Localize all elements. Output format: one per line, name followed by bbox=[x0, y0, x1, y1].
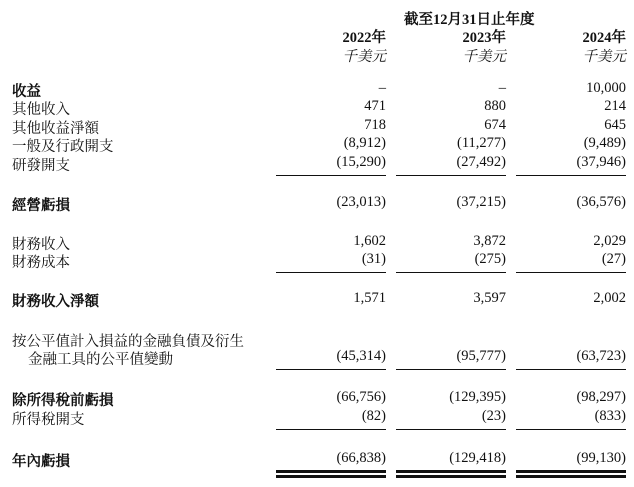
cell-tax-2022: (82) bbox=[361, 408, 386, 424]
row-label-fair-value-changes: 按公平值計入損益的金融負債及衍生 bbox=[12, 334, 244, 350]
row-label-income-tax: 所得稅開支 bbox=[12, 412, 85, 428]
cell-finance-costs-2024: (27) bbox=[601, 251, 626, 267]
column-year-2022: 2022年 bbox=[342, 30, 386, 46]
subtotal-rule-2023 bbox=[396, 369, 506, 370]
cell-lbt-2023: (129,395) bbox=[449, 389, 506, 405]
subtotal-rule-2023 bbox=[396, 175, 506, 176]
cell-admin-2024: (9,489) bbox=[583, 135, 626, 151]
subtotal-rule-2024 bbox=[516, 175, 626, 176]
column-year-2023: 2023年 bbox=[462, 30, 506, 46]
cell-fv-2023: (95,777) bbox=[456, 348, 506, 364]
cell-loss-year-2022: (66,838) bbox=[336, 450, 386, 466]
cell-tax-2023: (23) bbox=[481, 408, 506, 424]
cell-finance-costs-2023: (275) bbox=[474, 251, 506, 267]
cell-revenue-2024: 10,000 bbox=[586, 80, 626, 96]
row-label-loss-for-year: 年內虧損 bbox=[12, 454, 70, 470]
cell-other-gains-2023: 674 bbox=[484, 117, 506, 133]
total-rule-2024 bbox=[516, 470, 626, 473]
total-rule-2022 bbox=[276, 470, 386, 473]
cell-revenue-2022: – bbox=[378, 80, 386, 96]
column-unit-2022: 千美元 bbox=[342, 49, 386, 65]
cell-rd-2023: (27,492) bbox=[456, 154, 506, 170]
subtotal-rule-2024 bbox=[516, 369, 626, 370]
cell-net-finance-2022: 1,571 bbox=[353, 290, 386, 306]
row-label-loss-before-tax: 除所得稅前虧損 bbox=[12, 393, 114, 409]
subtotal-rule-2022 bbox=[276, 272, 386, 273]
row-label-net-finance-income: 財務收入淨額 bbox=[12, 294, 99, 310]
cell-other-gains-2024: 645 bbox=[604, 117, 626, 133]
cell-net-finance-2023: 3,597 bbox=[473, 290, 506, 306]
cell-other-gains-2022: 718 bbox=[364, 117, 386, 133]
subtotal-rule-2022 bbox=[276, 175, 386, 176]
cell-operating-loss-2022: (23,013) bbox=[336, 194, 386, 210]
subtotal-rule-2024 bbox=[516, 429, 626, 430]
cell-fv-2024: (63,723) bbox=[576, 348, 626, 364]
subtotal-rule-2023 bbox=[396, 272, 506, 273]
cell-tax-2024: (833) bbox=[594, 408, 626, 424]
column-year-2024: 2024年 bbox=[582, 30, 626, 46]
subtotal-rule-2024 bbox=[516, 272, 626, 273]
cell-finance-income-2022: 1,602 bbox=[353, 233, 386, 249]
row-label-other-gains-net: 其他收益淨額 bbox=[12, 121, 99, 137]
cell-lbt-2022: (66,756) bbox=[336, 389, 386, 405]
cell-revenue-2023: – bbox=[498, 80, 506, 96]
cell-net-finance-2024: 2,002 bbox=[593, 290, 626, 306]
cell-finance-costs-2022: (31) bbox=[361, 251, 386, 267]
row-label-finance-income: 財務收入 bbox=[12, 237, 70, 253]
cell-rd-2024: (37,946) bbox=[576, 154, 626, 170]
column-unit-2024: 千美元 bbox=[582, 49, 626, 65]
cell-fv-2022: (45,314) bbox=[336, 348, 386, 364]
row-label-fair-value-changes-cont: 金融工具的公平值變動 bbox=[28, 352, 173, 368]
cell-operating-loss-2024: (36,576) bbox=[576, 194, 626, 210]
subtotal-rule-2022 bbox=[276, 369, 386, 370]
row-label-operating-loss: 經營虧損 bbox=[12, 198, 70, 214]
row-label-finance-costs: 財務成本 bbox=[12, 255, 70, 271]
subtotal-rule-2023 bbox=[396, 429, 506, 430]
total-rule-2024 bbox=[516, 475, 626, 478]
total-rule-2022 bbox=[276, 475, 386, 478]
cell-other-income-2023: 880 bbox=[484, 98, 506, 114]
cell-operating-loss-2023: (37,215) bbox=[456, 194, 506, 210]
row-label-rd-expenses: 研發開支 bbox=[12, 158, 70, 174]
cell-admin-2022: (8,912) bbox=[343, 135, 386, 151]
total-rule-2023 bbox=[396, 470, 506, 473]
cell-loss-year-2024: (99,130) bbox=[576, 450, 626, 466]
column-unit-2023: 千美元 bbox=[462, 49, 506, 65]
cell-other-income-2022: 471 bbox=[364, 98, 386, 114]
subtotal-rule-2022 bbox=[276, 429, 386, 430]
total-rule-2023 bbox=[396, 475, 506, 478]
cell-lbt-2024: (98,297) bbox=[576, 389, 626, 405]
cell-admin-2023: (11,277) bbox=[457, 135, 506, 151]
period-header: 截至12月31日止年度 bbox=[404, 12, 535, 28]
row-label-admin-expenses: 一般及行政開支 bbox=[12, 139, 114, 155]
cell-finance-income-2024: 2,029 bbox=[593, 233, 626, 249]
row-label-other-income: 其他收入 bbox=[12, 102, 70, 118]
cell-rd-2022: (15,290) bbox=[336, 154, 386, 170]
cell-other-income-2024: 214 bbox=[604, 98, 626, 114]
cell-loss-year-2023: (129,418) bbox=[449, 450, 506, 466]
cell-finance-income-2023: 3,872 bbox=[473, 233, 506, 249]
row-label-revenue: 收益 bbox=[12, 84, 41, 100]
